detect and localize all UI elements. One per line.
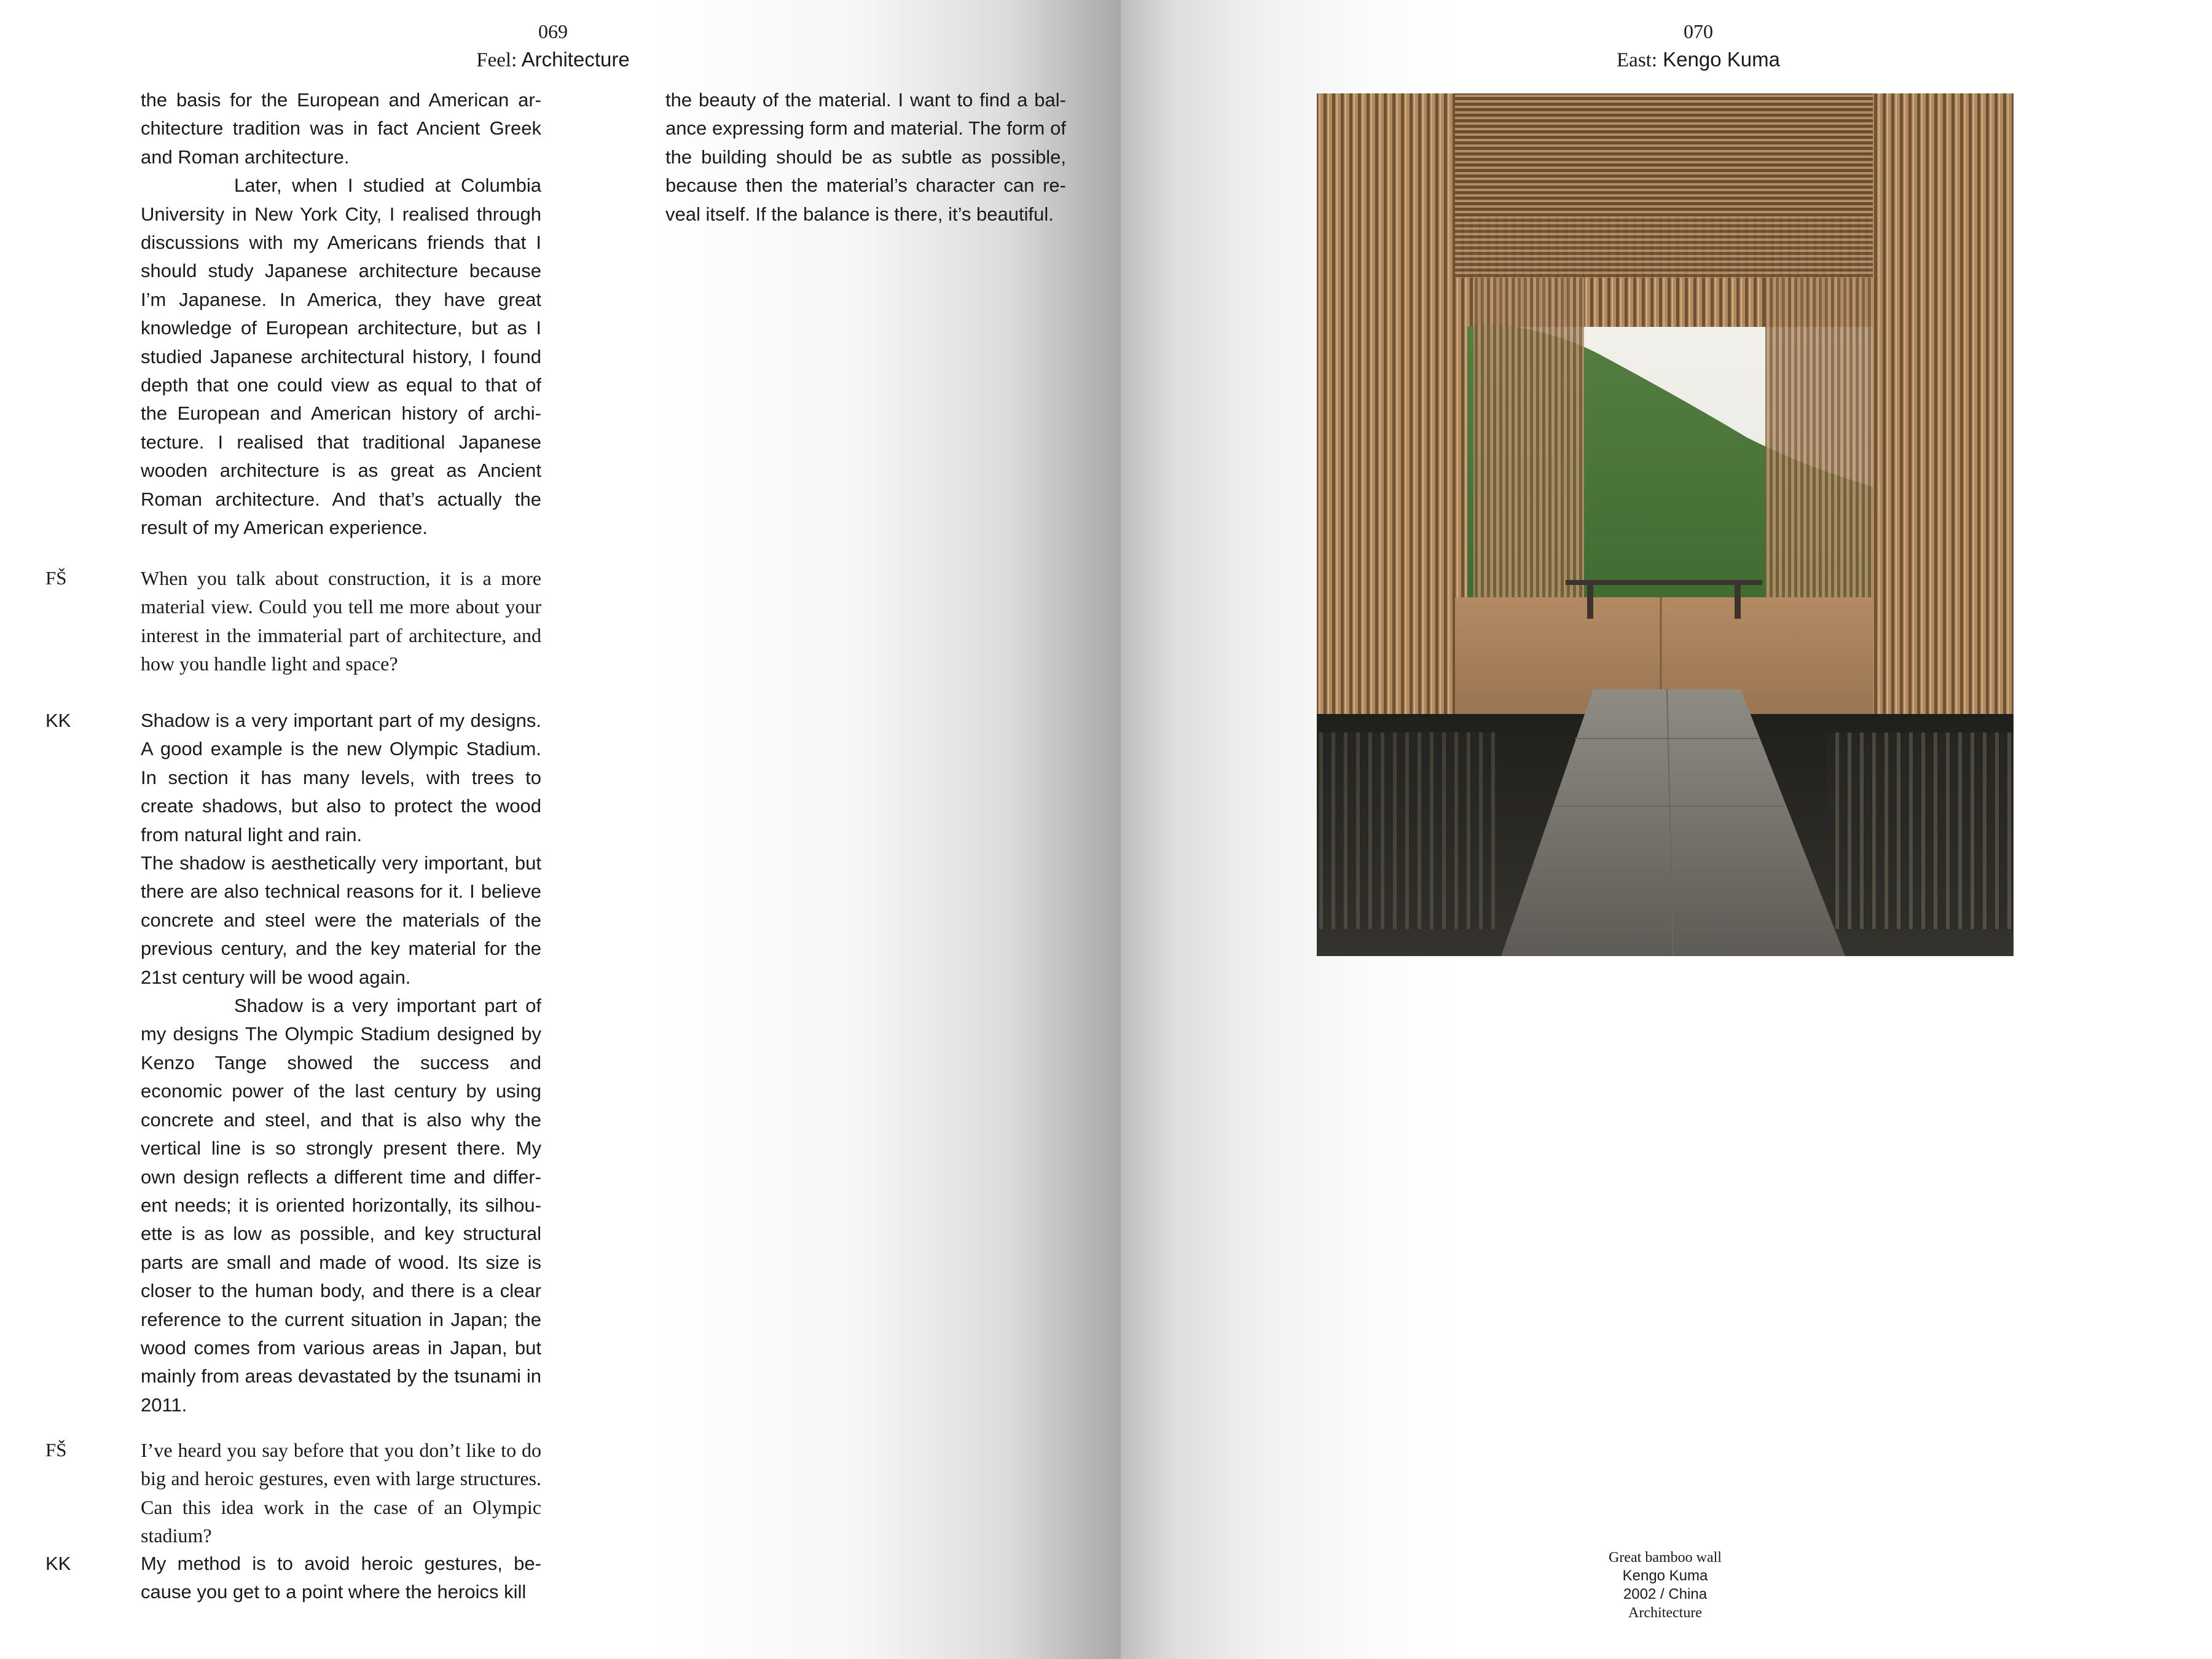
paragraph: Shadow is a very important part of my designs The Olympic Stadium designed by Kenzo Tange showed the success and economic power of the last century by using concrete and steel, and that is also why the vertical line is so strongly present there. My own design reflects a different time and different needs; it is oriented horizontally, its silhouette is as low as possible, and key structural parts are small and made of wood. Its size is closer to the human body, and there is a clear reference to the current situation in Japan; the wood comes from various areas in Japan, but mainly from areas devastated by the tsunami in 2011. (141, 995, 541, 1416)
question-text: I’ve heard you say before that you don’t like to do big and heroic gestures, even with large structures. Can this idea work in the case of an Olympic stadium? (141, 1439, 541, 1547)
answer-2 (141, 1550, 541, 1607)
speaker-label: KK (45, 1553, 71, 1574)
text-column-1 (141, 86, 541, 543)
paragraph: Later, when I studied at Columbia University in New York City, I realised through discussions with my Americans friends that I should study Japanese architecture because I’m Japanese. In America, they have great knowledge of European architecture, but as I studied Japanese architectural history, I found depth that one could view as equal to that of the European and American history of architecture. I realised that traditional Japanese wooden architecture is as great as Ancient Roman architecture. And that’s actually the result of my American experience. (141, 175, 541, 539)
right-page-header (1557, 17, 1840, 74)
paragraph: the beauty of the material. I want to find a balance expressing form and material. The form of the building should be as subtle as possible, because then the material’s character can reveal itself. If the balance is there, it’s beautiful. (665, 89, 1066, 225)
section-title: Feel: Architecture (476, 48, 630, 71)
caption-title: Great bamboo wall (1609, 1550, 1722, 1566)
caption-author: Kengo Kuma (1622, 1567, 1708, 1584)
section-title: East: Kengo Kuma (1617, 48, 1780, 71)
inner-bamboo-right (1765, 278, 1873, 634)
roof-slats-inner (1440, 216, 1894, 278)
page-number: 070 (1684, 20, 1713, 42)
photo-illustration (1317, 93, 2014, 956)
left-page-header (424, 17, 682, 74)
bench (1566, 580, 1762, 585)
caption-category: Architecture (1628, 1605, 1702, 1621)
answer-1 (141, 707, 541, 1419)
paragraph: the basis for the European and American architecture tradition was in fact Ancient Greek and Roman architecture. (141, 89, 541, 168)
speaker-label: FŠ (45, 1439, 67, 1461)
paragraph: Shadow is a very important part of my designs. A good example is the new Olympic Stadium. In section it has many levels, with trees to create shadows, but also to protect the wood from natural light and rain. (141, 710, 541, 845)
paragraph: The shadow is aesthetically very important, but there are also technical reasons for it. I believe concrete and steel were the materials of the previous century, and the key material for the 21st century will be wood again. (141, 852, 541, 988)
question-text: When you talk about construction, it is a more material view. Could you tell me more about your interest in the immaterial part of architecture, and how you handle light and space? (141, 567, 541, 675)
bamboo-wall-photo (1317, 93, 2014, 956)
bamboo-columns-left (1317, 93, 1455, 714)
question-2 (141, 1436, 541, 1550)
text-column-2 (665, 86, 1066, 229)
bamboo-columns-right (1873, 93, 2014, 714)
question-1 (141, 564, 541, 678)
paragraph: My method is to avoid heroic gestures, because you get to a point where the heroics kill (141, 1553, 541, 1603)
speaker-label: KK (45, 710, 71, 731)
page-number: 069 (538, 20, 568, 42)
photo-caption (1561, 1548, 1770, 1622)
speaker-label: FŠ (45, 567, 67, 589)
caption-year-place: 2002 / China (1623, 1586, 1708, 1602)
